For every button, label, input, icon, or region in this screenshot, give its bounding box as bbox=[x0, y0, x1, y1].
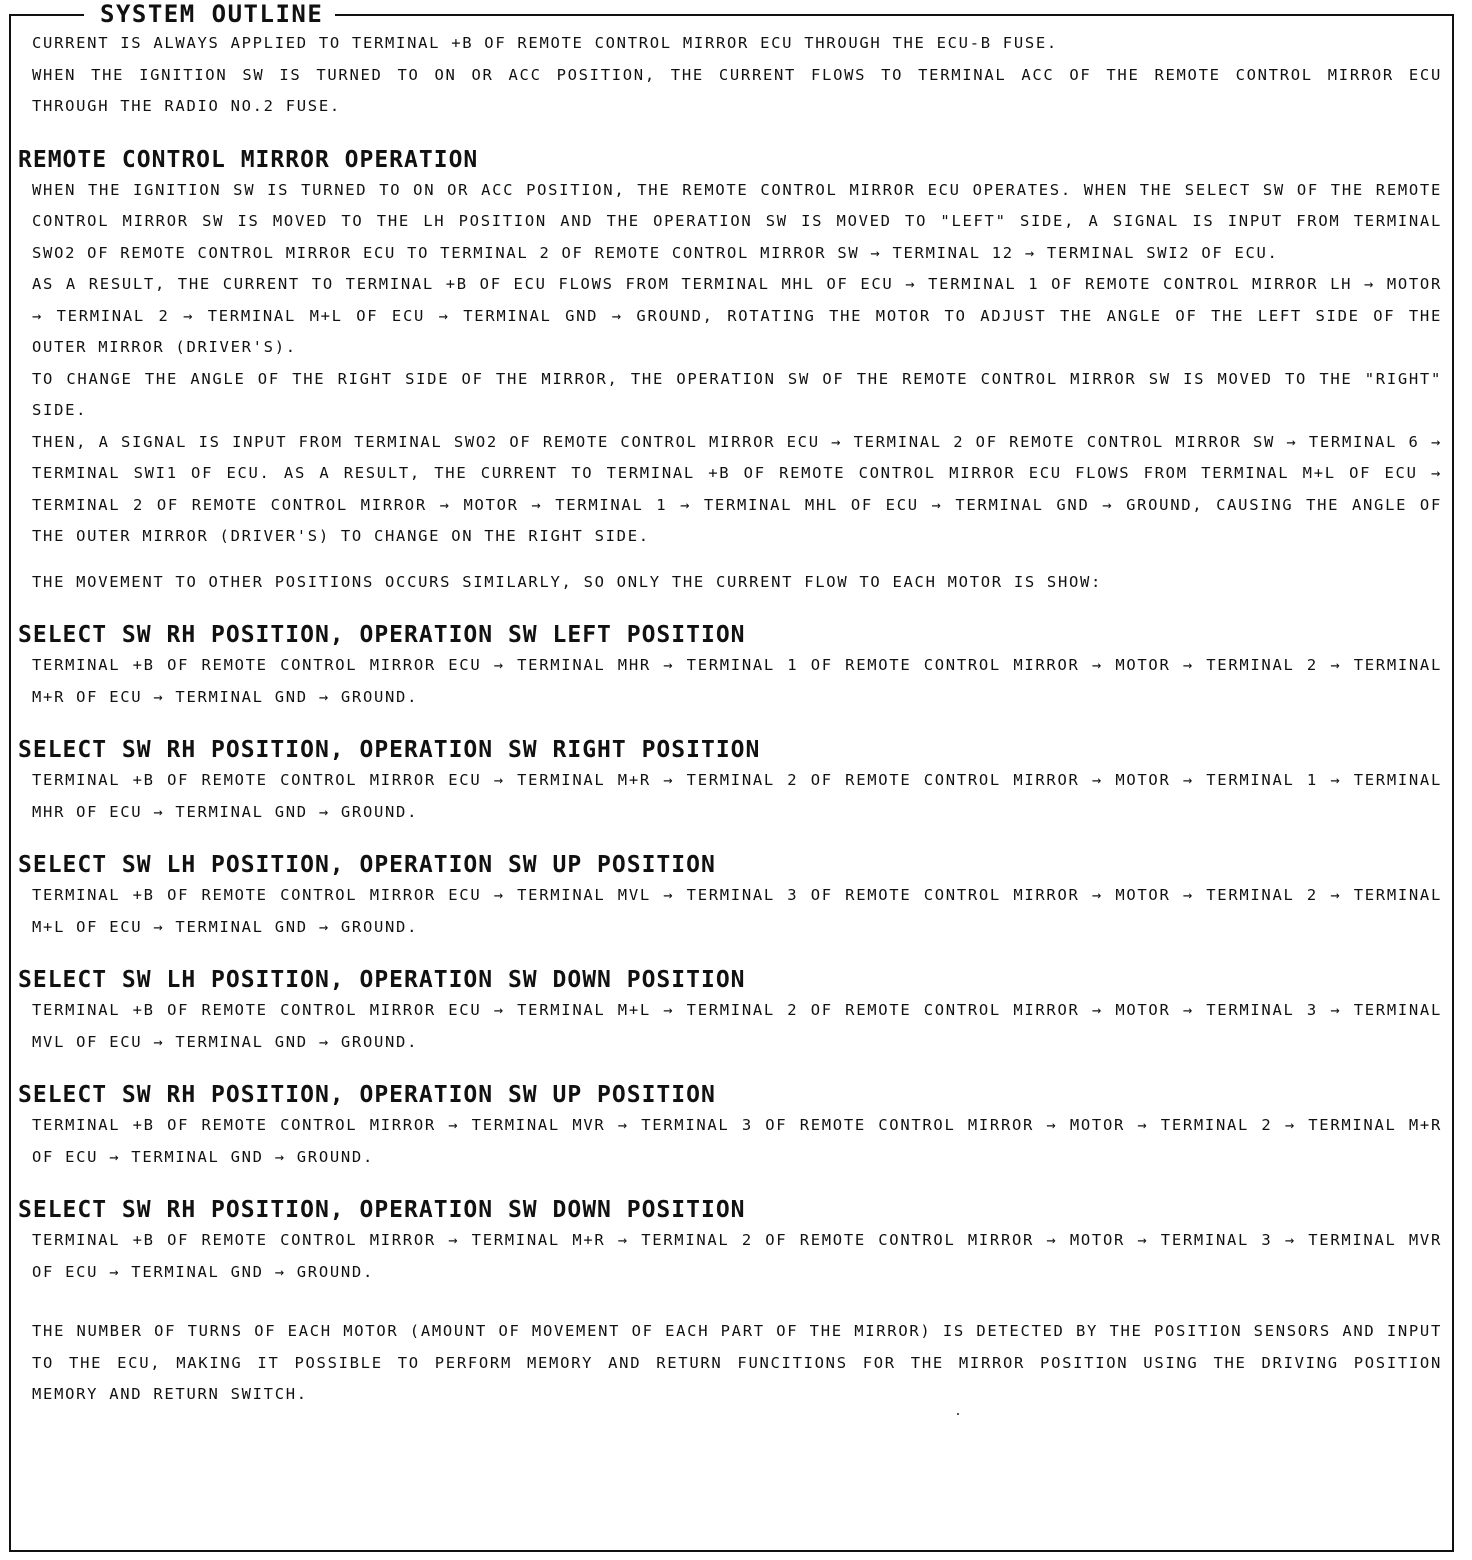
position-flow: TERMINAL +B OF REMOTE CONTROL MIRROR ECU → TERMINAL MVL → TERMINAL 3 OF REMOTE CONTROL MIRROR → MOTOR → TERMINAL 2 → TERMINAL M+L OF ECU → TERMINAL GND → GROUND. bbox=[32, 886, 1442, 936]
position-block bbox=[16, 1080, 1446, 1173]
position-block bbox=[16, 620, 1446, 713]
operation-paragraph: THEN, A SIGNAL IS INPUT FROM TERMINAL SWO2 OF REMOTE CONTROL MIRROR ECU → TERMINAL 2 OF REMOTE CONTROL MIRROR SW → TERMINAL 6 → TERMINAL SWI1 OF ECU. AS A RESULT, THE CURRENT TO TERMINAL +B OF REMOTE CONTROL MIRROR ECU FLOWS FROM TERMINAL M+L OF ECU → TERMINAL 2 OF REMOTE CONTROL MIRROR → MOTOR → TERMINAL 1 → TERMINAL MHL OF ECU → TERMINAL GND → GROUND, CAUSING THE ANGLE OF THE OUTER MIRROR (DRIVER'S) TO CHANGE ON THE RIGHT SIDE. bbox=[32, 432, 1442, 545]
outline-paragraph: WHEN THE IGNITION SW IS TURNED TO ON OR ACC POSITION, THE CURRENT FLOWS TO TERMINAL ACC OF THE REMOTE CONTROL MIRROR ECU THROUGH THE RADIO NO.2 FUSE. bbox=[32, 65, 1442, 115]
position-flow: TERMINAL +B OF REMOTE CONTROL MIRROR ECU → TERMINAL M+R → TERMINAL 2 OF REMOTE CONTROL MIRROR → MOTOR → TERMINAL 1 → TERMINAL MHR OF ECU → TERMINAL GND → GROUND. bbox=[32, 771, 1442, 821]
outline-paragraph: CURRENT IS ALWAYS APPLIED TO TERMINAL +B OF REMOTE CONTROL MIRROR ECU THROUGH THE ECU-B FUSE. bbox=[32, 34, 1058, 52]
position-block bbox=[16, 965, 1446, 1058]
position-heading: SELECT SW LH POSITION, OPERATION SW UP POSITION bbox=[18, 852, 716, 878]
position-heading: SELECT SW RH POSITION, OPERATION SW UP POSITION bbox=[18, 1082, 716, 1108]
system-outline-section bbox=[16, 28, 1446, 123]
scan-speck bbox=[957, 1413, 959, 1415]
position-flow: TERMINAL +B OF REMOTE CONTROL MIRROR ECU → TERMINAL M+L → TERMINAL 2 OF REMOTE CONTROL MIRROR → MOTOR → TERMINAL 3 → TERMINAL MVL OF ECU → TERMINAL GND → GROUND. bbox=[32, 1001, 1442, 1051]
position-block bbox=[16, 850, 1446, 943]
position-heading: SELECT SW RH POSITION, OPERATION SW RIGHT POSITION bbox=[18, 737, 761, 763]
operation-section bbox=[16, 145, 1446, 599]
position-flow: TERMINAL +B OF REMOTE CONTROL MIRROR → TERMINAL MVR → TERMINAL 3 OF REMOTE CONTROL MIRROR → MOTOR → TERMINAL 2 → TERMINAL M+R OF ECU → TERMINAL GND → GROUND. bbox=[32, 1116, 1442, 1166]
position-heading: SELECT SW RH POSITION, OPERATION SW LEFT POSITION bbox=[18, 622, 746, 648]
position-flow: TERMINAL +B OF REMOTE CONTROL MIRROR → TERMINAL M+R → TERMINAL 2 OF REMOTE CONTROL MIRROR → MOTOR → TERMINAL 3 → TERMINAL MVR OF ECU → TERMINAL GND → GROUND. bbox=[32, 1231, 1442, 1281]
document-body bbox=[16, 28, 1446, 1411]
frame-title: SYSTEM OUTLINE bbox=[84, 1, 335, 27]
operation-note: THE MOVEMENT TO OTHER POSITIONS OCCURS SIMILARLY, SO ONLY THE CURRENT FLOW TO EACH MOTOR IS SHOW: bbox=[32, 572, 1103, 591]
operation-paragraph: WHEN THE IGNITION SW IS TURNED TO ON OR ACC POSITION, THE REMOTE CONTROL MIRROR ECU OPERATES. WHEN THE SELECT SW OF THE REMOTE CONTROL MIRROR SW IS MOVED TO THE LH POSITION AND THE OPERATION SW IS MOVED TO "LEFT" SIDE, A SIGNAL IS INPUT FROM TERMINAL SWO2 OF REMOTE CONTROL MIRROR ECU TO TERMINAL 2 OF REMOTE CONTROL MIRROR SW → TERMINAL 12 → TERMINAL SWI2 OF ECU. bbox=[32, 180, 1442, 262]
operation-heading: REMOTE CONTROL MIRROR OPERATION bbox=[18, 146, 479, 173]
position-flow: TERMINAL +B OF REMOTE CONTROL MIRROR ECU → TERMINAL MHR → TERMINAL 1 OF REMOTE CONTROL MIRROR → MOTOR → TERMINAL 2 → TERMINAL M+R OF ECU → TERMINAL GND → GROUND. bbox=[32, 656, 1442, 706]
operation-paragraph: AS A RESULT, THE CURRENT TO TERMINAL +B OF ECU FLOWS FROM TERMINAL MHL OF ECU → TERMINAL 1 OF REMOTE CONTROL MIRROR LH → MOTOR → TERMINAL 2 → TERMINAL M+L OF ECU → TERMINAL GND → GROUND, ROTATING THE MOTOR TO ADJUST THE ANGLE OF THE LEFT SIDE OF THE OUTER MIRROR (DRIVER'S). bbox=[32, 275, 1442, 356]
position-block bbox=[16, 735, 1446, 828]
operation-paragraph: TO CHANGE THE ANGLE OF THE RIGHT SIDE OF THE MIRROR, THE OPERATION SW OF THE REMOTE CONTROL MIRROR SW IS MOVED TO THE "RIGHT" SIDE. bbox=[32, 369, 1442, 419]
closing-paragraph: THE NUMBER OF TURNS OF EACH MOTOR (AMOUNT OF MOVEMENT OF EACH PART OF THE MIRROR) IS DETECTED BY THE POSITION SENSORS AND INPUT TO THE ECU, MAKING IT POSSIBLE TO PERFORM MEMORY AND RETURN FUNCITIONS FOR THE MIRROR POSITION USING THE DRIVING POSITION MEMORY AND RETURN SWITCH. bbox=[32, 1322, 1442, 1403]
position-heading: SELECT SW RH POSITION, OPERATION SW DOWN POSITION bbox=[18, 1197, 746, 1223]
position-heading: SELECT SW LH POSITION, OPERATION SW DOWN POSITION bbox=[18, 967, 746, 993]
position-block bbox=[16, 1195, 1446, 1288]
